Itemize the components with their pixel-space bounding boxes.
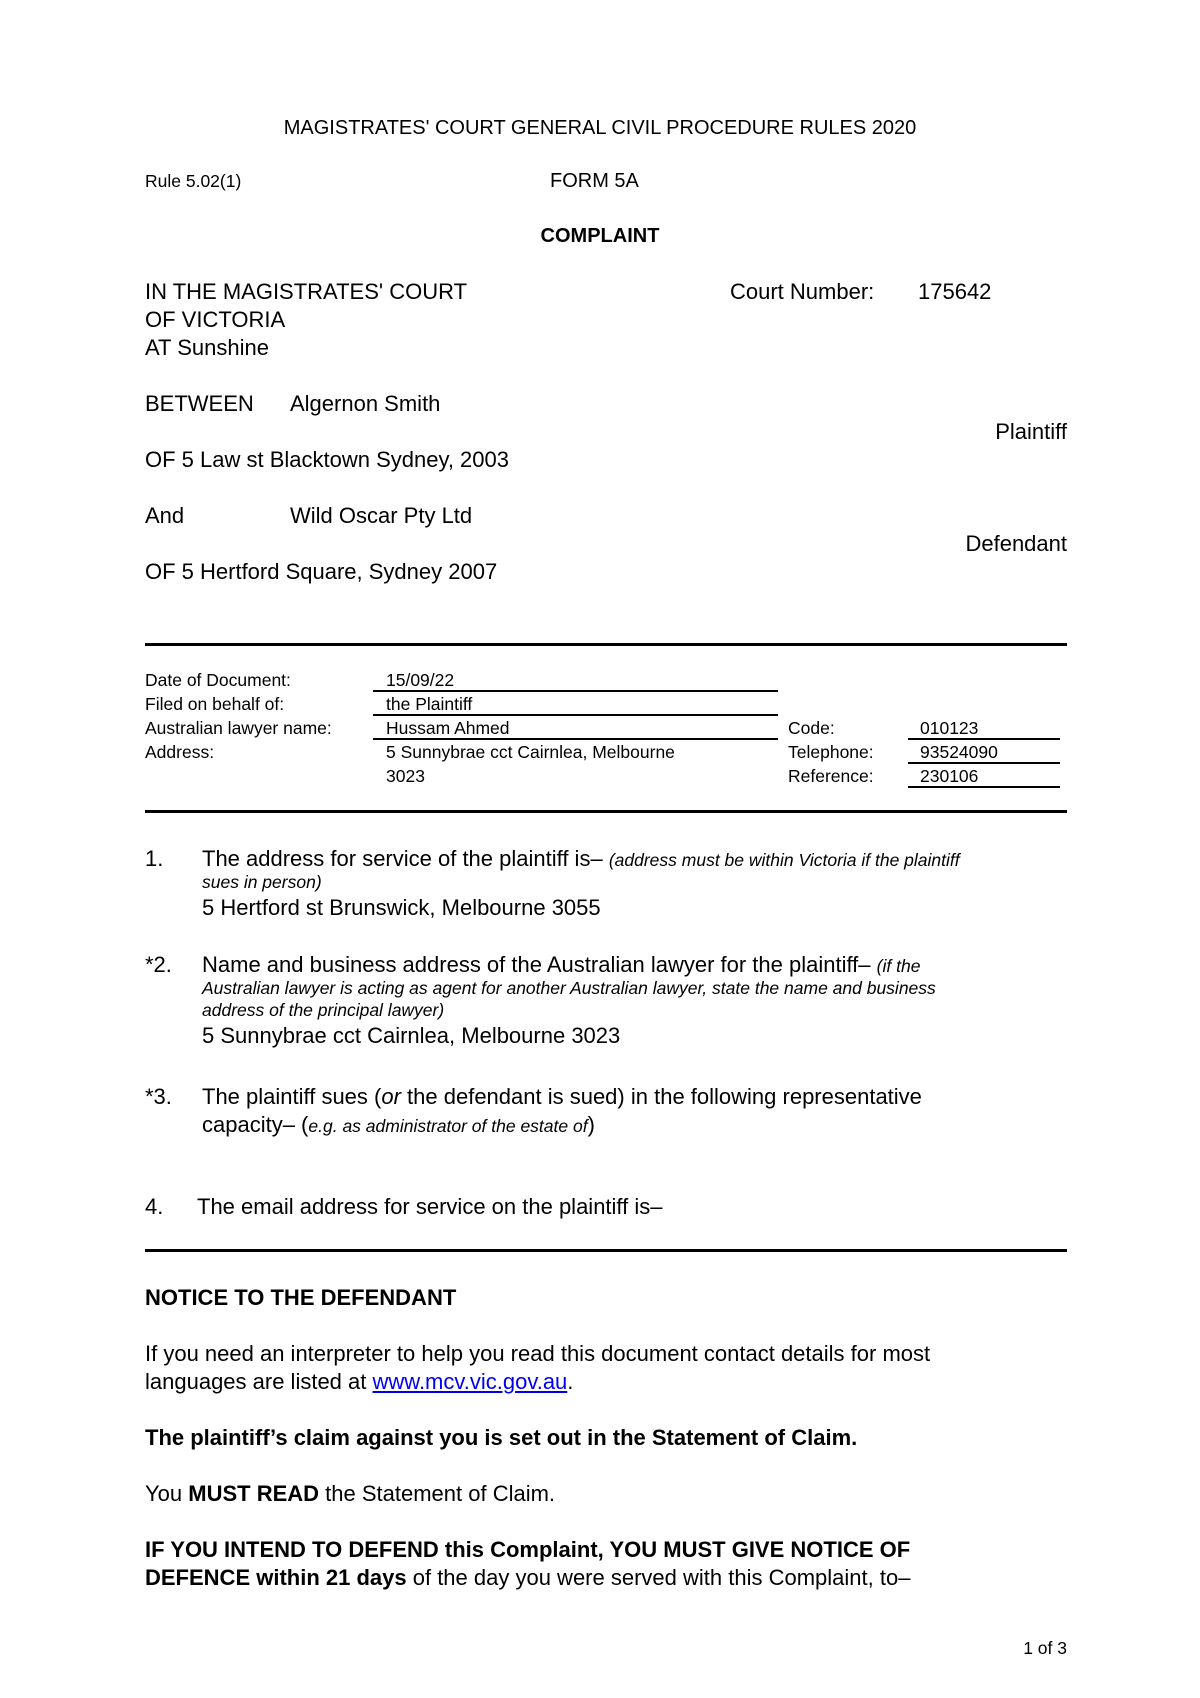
interpreter-line-2: languages are listed at www.mcv.vic.gov.au. <box>145 1369 574 1394</box>
date-value: 15/09/22 <box>386 670 455 690</box>
item-1-text: The address for service of the plaintiff is– (address must be within Victoria if the plaintiff <box>202 846 960 871</box>
plaintiff-name: Algernon Smith <box>290 391 441 416</box>
telephone-label: Telephone: <box>788 742 874 762</box>
court-location: AT Sunshine <box>145 335 269 360</box>
interpreter-line-1: If you need an interpreter to help you read this document contact details for most <box>145 1341 931 1366</box>
address-line-2: 3023 <box>386 766 425 786</box>
court-line-2: OF VICTORIA <box>145 307 286 332</box>
item-3-number: *3. <box>145 1084 172 1109</box>
item-4-text: The email address for service on the plaintiff is– <box>197 1194 663 1219</box>
court-number-value: 175642 <box>918 279 992 304</box>
telephone-value: 93524090 <box>920 742 998 762</box>
section-divider-2 <box>145 810 1067 813</box>
plaintiff-role: Plaintiff <box>995 419 1067 444</box>
notice-heading: NOTICE TO THE DEFENDANT <box>145 1285 457 1310</box>
item-2-note-line-1: Australian lawyer is acting as agent for another Australian lawyer, state the name and business <box>202 978 936 998</box>
mcv-website-link[interactable]: www.mcv.vic.gov.au <box>372 1369 568 1394</box>
defend-line-1: IF YOU INTEND TO DEFEND this Complaint, YOU MUST GIVE NOTICE OF <box>145 1537 911 1562</box>
form-number: FORM 5A <box>550 170 639 192</box>
section-divider-3 <box>145 1249 1067 1252</box>
filed-label: Filed on behalf of: <box>145 694 285 714</box>
must-read-line: You MUST READ the Statement of Claim. <box>145 1481 556 1506</box>
reference-label: Reference: <box>788 766 874 786</box>
claim-statement: The plaintiff’s claim against you is set out in the Statement of Claim. <box>145 1425 858 1450</box>
code-value: 010123 <box>920 718 979 738</box>
filed-value: the Plaintiff <box>386 694 473 714</box>
between-label: BETWEEN <box>145 391 254 416</box>
item-2-text: Name and business address of the Australian lawyer for the plaintiff– (if the <box>202 952 921 977</box>
item-1-number: 1. <box>145 846 164 871</box>
reference-value: 230106 <box>920 766 979 786</box>
defendant-address: OF 5 Hertford Square, Sydney 2007 <box>145 559 498 584</box>
defendant-role: Defendant <box>965 531 1067 556</box>
code-label: Code: <box>788 718 835 738</box>
section-divider-1 <box>145 643 1067 646</box>
date-label: Date of Document: <box>145 670 291 690</box>
item-2-note-line-2: address of the principal lawyer) <box>202 1000 445 1020</box>
document-title: COMPLAINT <box>540 225 660 247</box>
and-label: And <box>145 503 185 528</box>
court-line-1: IN THE MAGISTRATES' COURT <box>145 279 468 304</box>
address-label: Address: <box>145 742 215 762</box>
item-1-note: sues in person) <box>202 872 322 892</box>
item-1-value: 5 Hertford st Brunswick, Melbourne 3055 <box>202 895 601 920</box>
plaintiff-address: OF 5 Law st Blacktown Sydney, 2003 <box>145 447 509 472</box>
item-3-text-line-2: capacity– (e.g. as administrator of the estate of) <box>202 1112 595 1137</box>
item-3-text: The plaintiff sues (or the defendant is sued) in the following representative <box>202 1084 922 1109</box>
page-number: 1 of 3 <box>1023 1638 1067 1658</box>
rules-title: MAGISTRATES' COURT GENERAL CIVIL PROCEDURE RULES 2020 <box>283 117 917 139</box>
item-4-number: 4. <box>145 1194 164 1219</box>
defendant-name: Wild Oscar Pty Ltd <box>290 503 473 528</box>
item-2-value: 5 Sunnybrae cct Cairnlea, Melbourne 3023 <box>202 1023 621 1048</box>
lawyer-value: Hussam Ahmed <box>386 718 510 738</box>
reference-underline <box>908 786 1060 788</box>
court-number-label: Court Number: <box>730 279 875 304</box>
address-line-1: 5 Sunnybrae cct Cairnlea, Melbourne <box>386 742 675 762</box>
rule-reference: Rule 5.02(1) <box>145 171 242 191</box>
defend-line-2: DEFENCE within 21 days of the day you were served with this Complaint, to– <box>145 1565 911 1590</box>
lawyer-label: Australian lawyer name: <box>145 718 332 738</box>
item-2-number: *2. <box>145 952 172 977</box>
